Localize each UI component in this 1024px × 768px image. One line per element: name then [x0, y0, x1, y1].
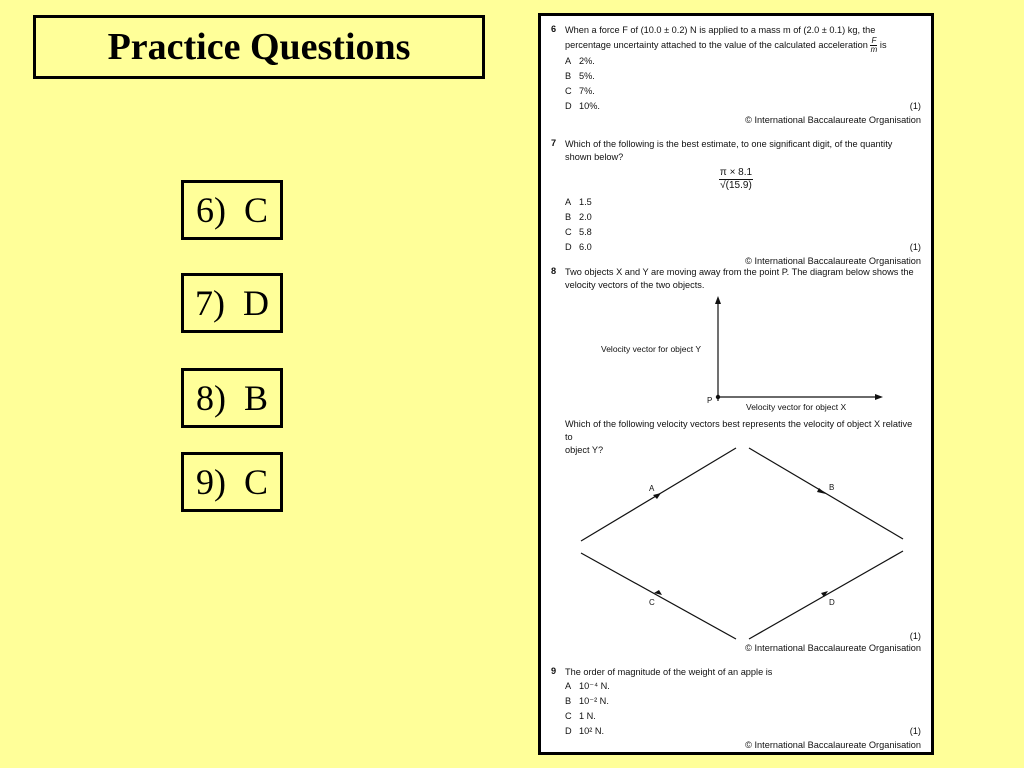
question-7 [551, 138, 921, 268]
answer-6: 6) C [181, 180, 283, 240]
option-6b: B 5%. [565, 71, 595, 81]
vector-x-arrowhead [875, 394, 883, 400]
question-9 [551, 666, 921, 752]
question-7-expression [551, 167, 921, 192]
question-6-line2-wrap [565, 37, 921, 54]
label-point-p: P [707, 396, 713, 405]
vector-y-arrowhead [715, 296, 721, 304]
question-7-mark: (1) [909, 242, 921, 252]
question-6-number: 6 [551, 24, 557, 34]
expression-denominator: √(15.9) [720, 180, 752, 191]
point-p [716, 395, 720, 399]
question-6-fraction [870, 37, 877, 54]
question-9-credit: © International Baccalaureate Organisation [745, 740, 921, 750]
question-8-line1: Two objects X and Y are moving away from the point P. The diagram below shows the [565, 267, 914, 277]
question-7-number: 7 [551, 138, 557, 148]
question-8 [551, 266, 921, 292]
option-7b: B 2.0 [565, 212, 592, 222]
vector-c [581, 553, 736, 639]
vector-d [749, 551, 903, 639]
question-6-line2: percentage uncertainty attached to the value of the calculated acceleration [565, 39, 868, 50]
vector-b [749, 448, 903, 539]
question-9-line1: The order of magnitude of the weight of an apple is [565, 667, 773, 677]
question-9-number: 9 [551, 666, 557, 676]
question-8-line3: Which of the following velocity vectors best represents the velocity of object X relative to [565, 419, 913, 442]
option-9c: C 1 N. [565, 711, 596, 721]
answer-8: 8) B [181, 368, 283, 428]
question-6 [551, 24, 921, 127]
question-7-credit: © International Baccalaureate Organisation [745, 256, 921, 266]
option-9b: B 10⁻² N. [565, 696, 609, 706]
option-7d: D 6.0 (1) [565, 240, 921, 255]
velocity-diagram [541, 291, 931, 421]
question-6-mark: (1) [909, 101, 921, 111]
answer-9: 9) C [181, 452, 283, 512]
question-8-mark: (1) [909, 631, 921, 641]
option-6a: A 2%. [565, 56, 595, 66]
question-6-line2-end: is [879, 39, 887, 50]
option-7c: C 5.8 [565, 227, 592, 237]
fraction-denominator: m [870, 45, 878, 54]
question-sheet [538, 13, 934, 755]
question-7-line1: Which of the following is the best estimate, to one significant digit, of the quantity [565, 139, 893, 149]
label-c: C [649, 598, 655, 607]
question-8-footer [551, 630, 921, 655]
question-6-line1: When a force F of (10.0 ± 0.2) N is applied to a mass m of (2.0 ± 0.1) kg, the [565, 25, 876, 35]
page-title: Practice Questions [107, 26, 411, 68]
option-9d: D 10² N. (1) [565, 724, 921, 739]
question-8-line2: velocity vectors of the two objects. [565, 280, 705, 290]
label-vector-x: Velocity vector for object X [746, 402, 847, 412]
question-9-mark: (1) [909, 726, 921, 736]
title-box [33, 15, 485, 79]
fraction-numerator: F [871, 36, 877, 45]
question-8-number: 8 [551, 266, 557, 276]
answer-7: 7) D [181, 273, 283, 333]
vector-a-arrowhead [653, 493, 661, 499]
option-9a: A 10⁻⁴ N. [565, 681, 610, 691]
options-diagram [541, 441, 931, 641]
option-6c: C 7%. [565, 86, 595, 96]
label-d: D [829, 598, 835, 607]
option-6d: D 10%. (1) [565, 99, 921, 114]
question-6-credit: © International Baccalaureate Organisation [745, 115, 921, 125]
question-7-line2: shown below? [565, 152, 624, 162]
question-8-credit: © International Baccalaureate Organisation [745, 643, 921, 653]
question-8-line4: object Y? [565, 445, 604, 455]
label-vector-y: Velocity vector for object Y [601, 344, 702, 354]
expression-numerator: π × 8.1 [719, 167, 753, 178]
option-7a: A 1.5 [565, 197, 592, 207]
label-a: A [649, 484, 655, 493]
label-b: B [829, 483, 835, 492]
